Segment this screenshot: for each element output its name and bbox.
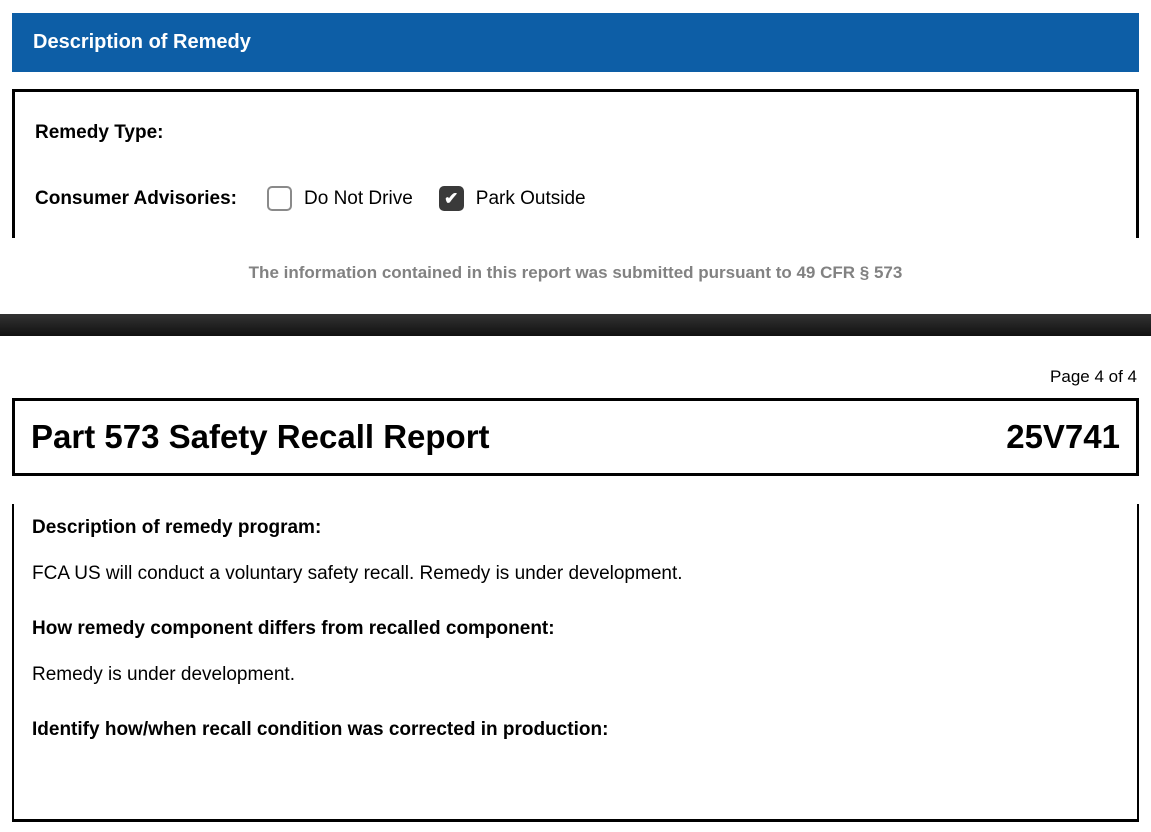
component-differs-value: Remedy is under development. bbox=[32, 664, 295, 685]
advisory-do-not-drive bbox=[267, 186, 413, 211]
report-header-box bbox=[12, 398, 1139, 476]
production-correction-label: Identify how/when recall condition was corrected in production: bbox=[32, 719, 609, 740]
do-not-drive-label: Do Not Drive bbox=[304, 187, 413, 209]
remedy-description-box bbox=[12, 504, 1139, 822]
remedy-fields-box bbox=[12, 89, 1139, 238]
remedy-type-label: Remedy Type: bbox=[35, 122, 164, 143]
section-header-label: Description of Remedy bbox=[33, 31, 251, 53]
report-title: Part 573 Safety Recall Report bbox=[31, 418, 490, 455]
component-differs-label: How remedy component differs from recalled component: bbox=[32, 618, 555, 639]
page4-top-region bbox=[0, 367, 1151, 822]
section-header-description-of-remedy bbox=[12, 13, 1139, 72]
page3-bottom-region bbox=[0, 13, 1151, 283]
remedy-type-row bbox=[35, 122, 1116, 144]
advisory-park-outside bbox=[439, 186, 586, 211]
remedy-program-value: FCA US will conduct a voluntary safety recall. Remedy is under development. bbox=[32, 563, 683, 584]
consumer-advisories-label: Consumer Advisories: bbox=[35, 187, 238, 209]
page-number-indicator: Page 4 of 4 bbox=[1050, 367, 1137, 386]
cfr-footer-note: The information contained in this report was submitted pursuant to 49 CFR § 573 bbox=[248, 263, 903, 282]
page-break-separator bbox=[0, 314, 1151, 336]
checkmark-icon: ✔ bbox=[444, 189, 459, 208]
do-not-drive-checkbox[interactable] bbox=[267, 186, 292, 211]
recall-number: 25V741 bbox=[1006, 418, 1120, 455]
remedy-program-label: Description of remedy program: bbox=[32, 517, 322, 538]
consumer-advisories-row bbox=[35, 186, 1116, 211]
advisory-group bbox=[267, 186, 586, 211]
park-outside-label: Park Outside bbox=[475, 187, 586, 209]
park-outside-checkbox[interactable] bbox=[439, 186, 464, 211]
